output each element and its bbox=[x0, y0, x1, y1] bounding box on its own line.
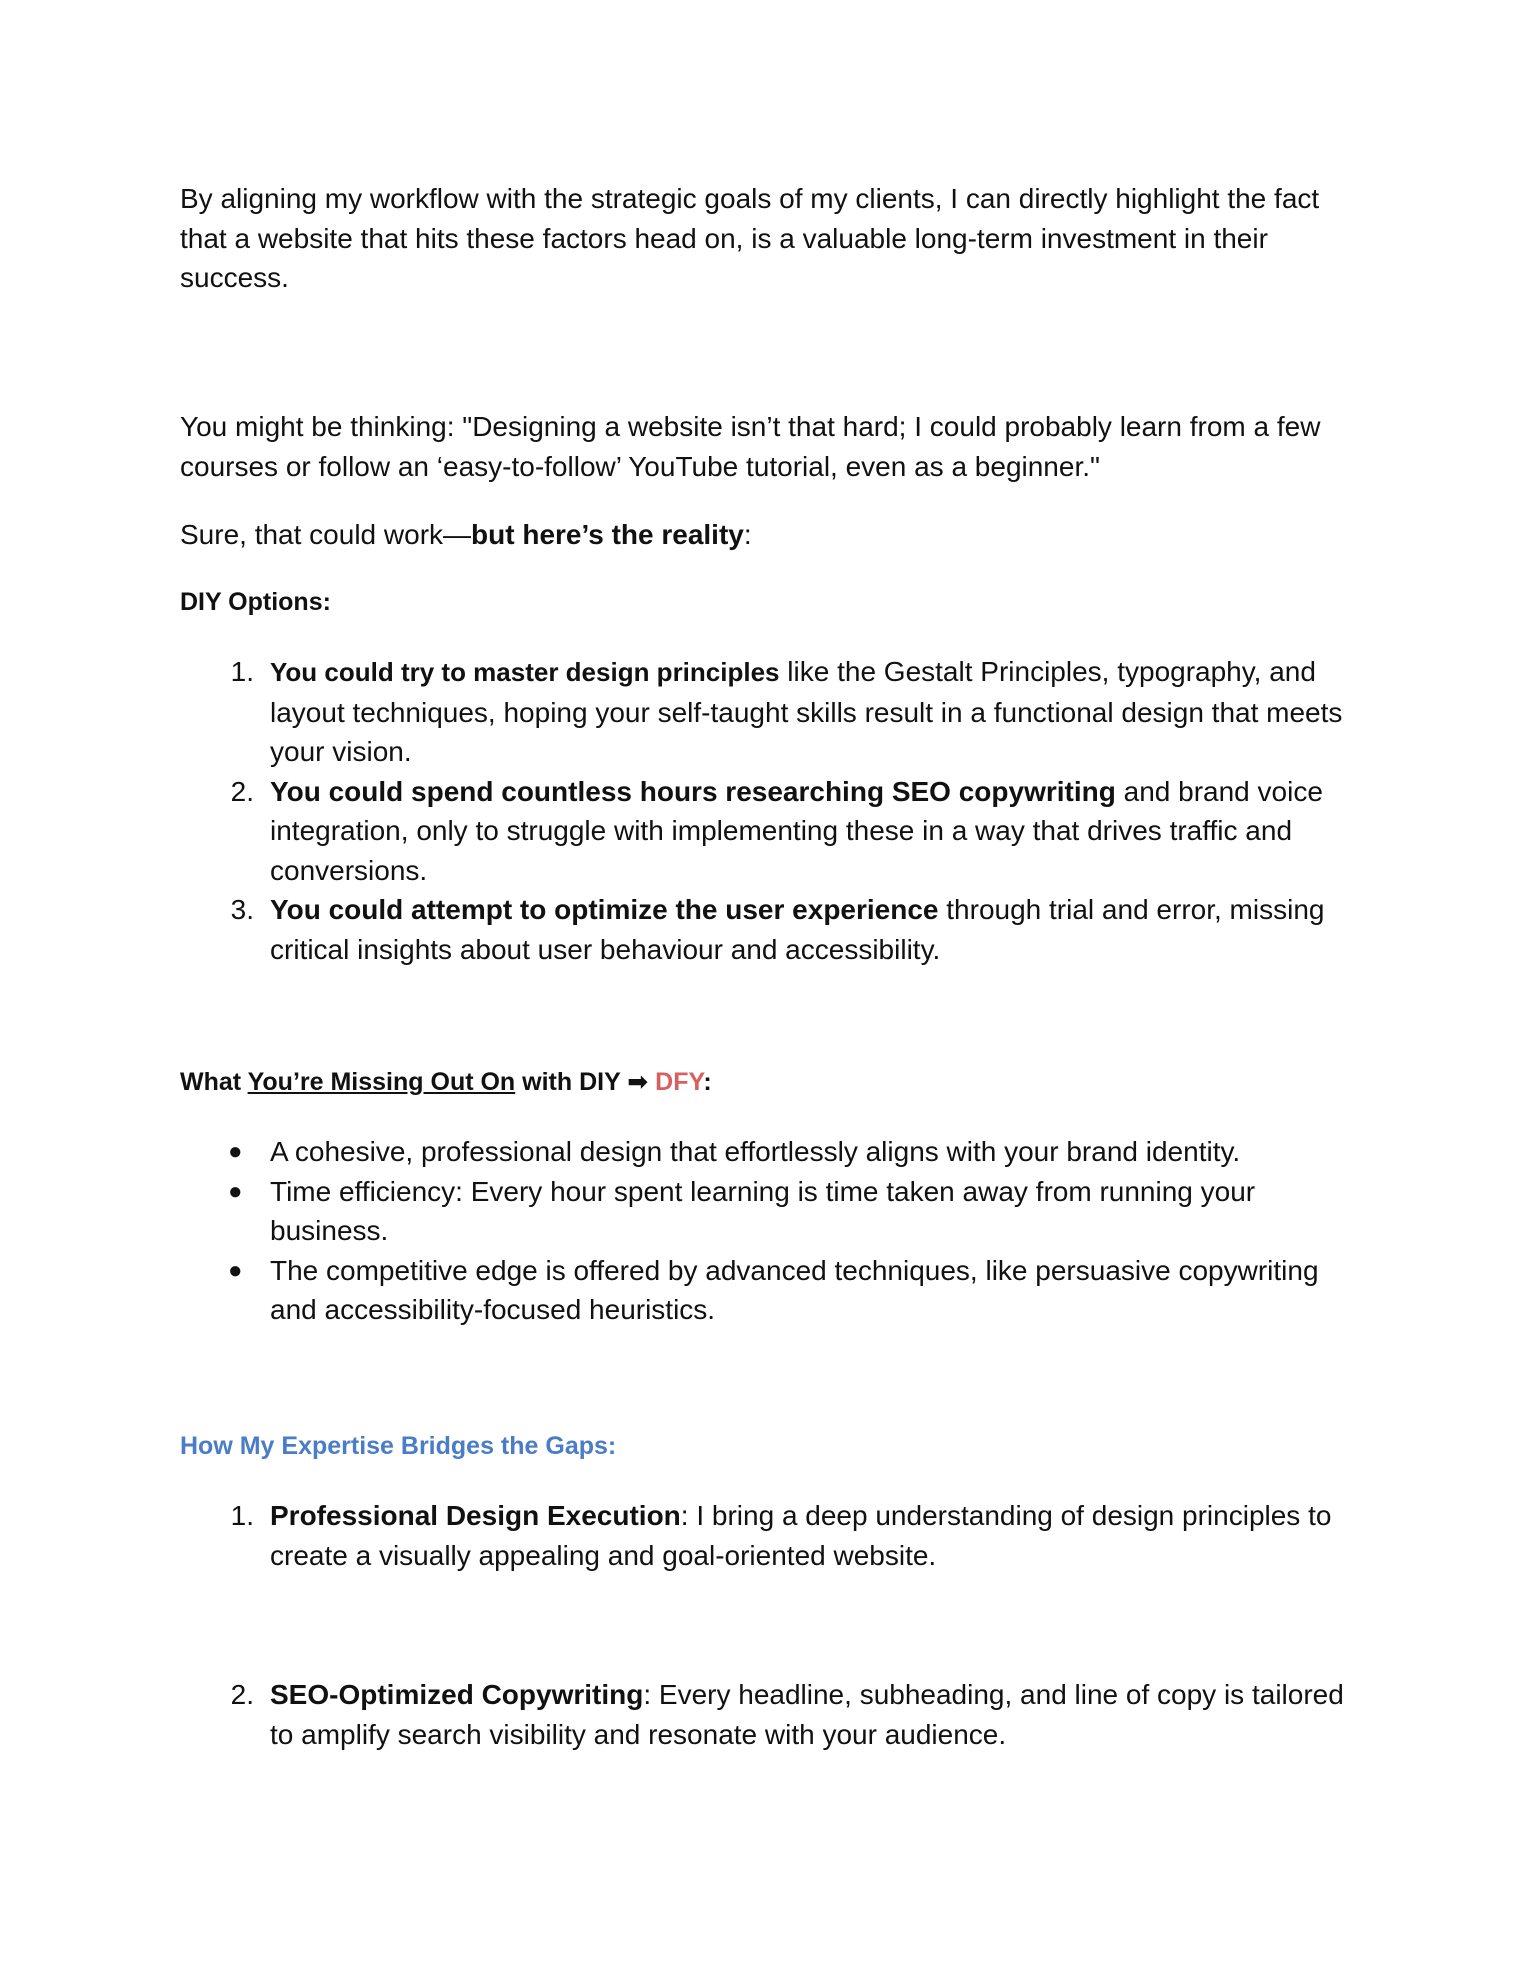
item-text: like the Gestalt Principles, typography, and layout techniques, hoping your self-taught skills result in a functional design that meets your vision. bbox=[270, 656, 1343, 767]
list-item bbox=[180, 1172, 1360, 1251]
list-item bbox=[180, 1496, 1360, 1575]
list-number: 2. bbox=[230, 775, 254, 807]
heading-part: What bbox=[180, 1068, 248, 1096]
bullet-icon: ● bbox=[228, 1138, 243, 1165]
item-text: : I bring a deep understanding of design principles to create a visually appealing and goal-oriented website. bbox=[270, 1500, 1332, 1571]
list-number: 1. bbox=[230, 1500, 254, 1531]
list-item bbox=[180, 652, 1360, 772]
underlined-text: You’re Missing Out On bbox=[247, 1068, 516, 1096]
expertise-list-part-2 bbox=[180, 1675, 1360, 1754]
reality-bold: but here’s the reality bbox=[471, 519, 744, 550]
intro-paragraph: By aligning my workflow with the strategic goals of my clients, I can directly highlight the fact that a website that hits these factors head on, is a valuable long-term investment in their success. bbox=[180, 183, 1320, 293]
item-text: A cohesive, professional design that effortlessly aligns with your brand identity. bbox=[270, 1136, 1241, 1167]
thinking-paragraph: You might be thinking: "Designing a website isn’t that hard; I could probably learn from a few courses or follow an ‘easy-to-follow’ YouTube tutorial, even as a beginner." bbox=[180, 411, 1321, 482]
bullet-icon: ● bbox=[228, 1177, 243, 1205]
item-bold-lead: You could attempt to optimize the user experience bbox=[270, 894, 939, 925]
expertise-list-part-1 bbox=[180, 1496, 1360, 1575]
list-item bbox=[180, 890, 1360, 969]
list-item bbox=[180, 772, 1360, 891]
item-text: Time efficiency: Every hour spent learning is time taken away from running your business. bbox=[270, 1175, 1256, 1246]
list-item bbox=[180, 1675, 1360, 1754]
item-bold-lead: Professional Design Execution bbox=[270, 1500, 681, 1531]
item-bold-lead: You could try to master design principles bbox=[270, 657, 780, 687]
missing-out-heading bbox=[180, 1066, 712, 1098]
dfy-label: DFY bbox=[655, 1068, 704, 1096]
heading-part: with DIY bbox=[515, 1068, 628, 1096]
diy-options-list bbox=[180, 652, 1360, 969]
list-item bbox=[180, 1132, 1360, 1172]
list-item bbox=[180, 1251, 1360, 1330]
list-number: 1. bbox=[230, 656, 254, 687]
reality-paragraph bbox=[180, 515, 1360, 555]
item-text: through trial and error, missing critical insights about user behaviour and accessibility. bbox=[270, 894, 1325, 965]
missing-out-list bbox=[180, 1132, 1360, 1330]
reality-prefix: Sure, that could work— bbox=[180, 519, 472, 550]
reality-suffix: : bbox=[743, 519, 752, 550]
list-number: 2. bbox=[230, 1679, 254, 1710]
item-text: The competitive edge is offered by advanced techniques, like persuasive copywriting and accessibility-focused heuristics. bbox=[270, 1254, 1319, 1325]
item-bold-lead: SEO-Optimized Copywriting bbox=[270, 1679, 644, 1710]
right-arrow-icon: ➡ bbox=[627, 1068, 649, 1096]
heading-colon: : bbox=[703, 1068, 712, 1096]
expertise-heading: How My Expertise Bridges the Gaps: bbox=[180, 1432, 617, 1460]
list-number: 3. bbox=[230, 894, 254, 925]
item-text: and brand voice integration, only to struggle with implementing these in a way that drives traffic and conversions. bbox=[270, 775, 1323, 886]
item-text: : Every headline, subheading, and line of copy is tailored to amplify search visibility and resonate with your audience. bbox=[270, 1679, 1344, 1750]
item-bold-lead: You could spend countless hours researching SEO copywriting bbox=[270, 775, 1116, 807]
bullet-icon: ● bbox=[228, 1256, 243, 1284]
diy-options-heading: DIY Options: bbox=[180, 588, 331, 616]
